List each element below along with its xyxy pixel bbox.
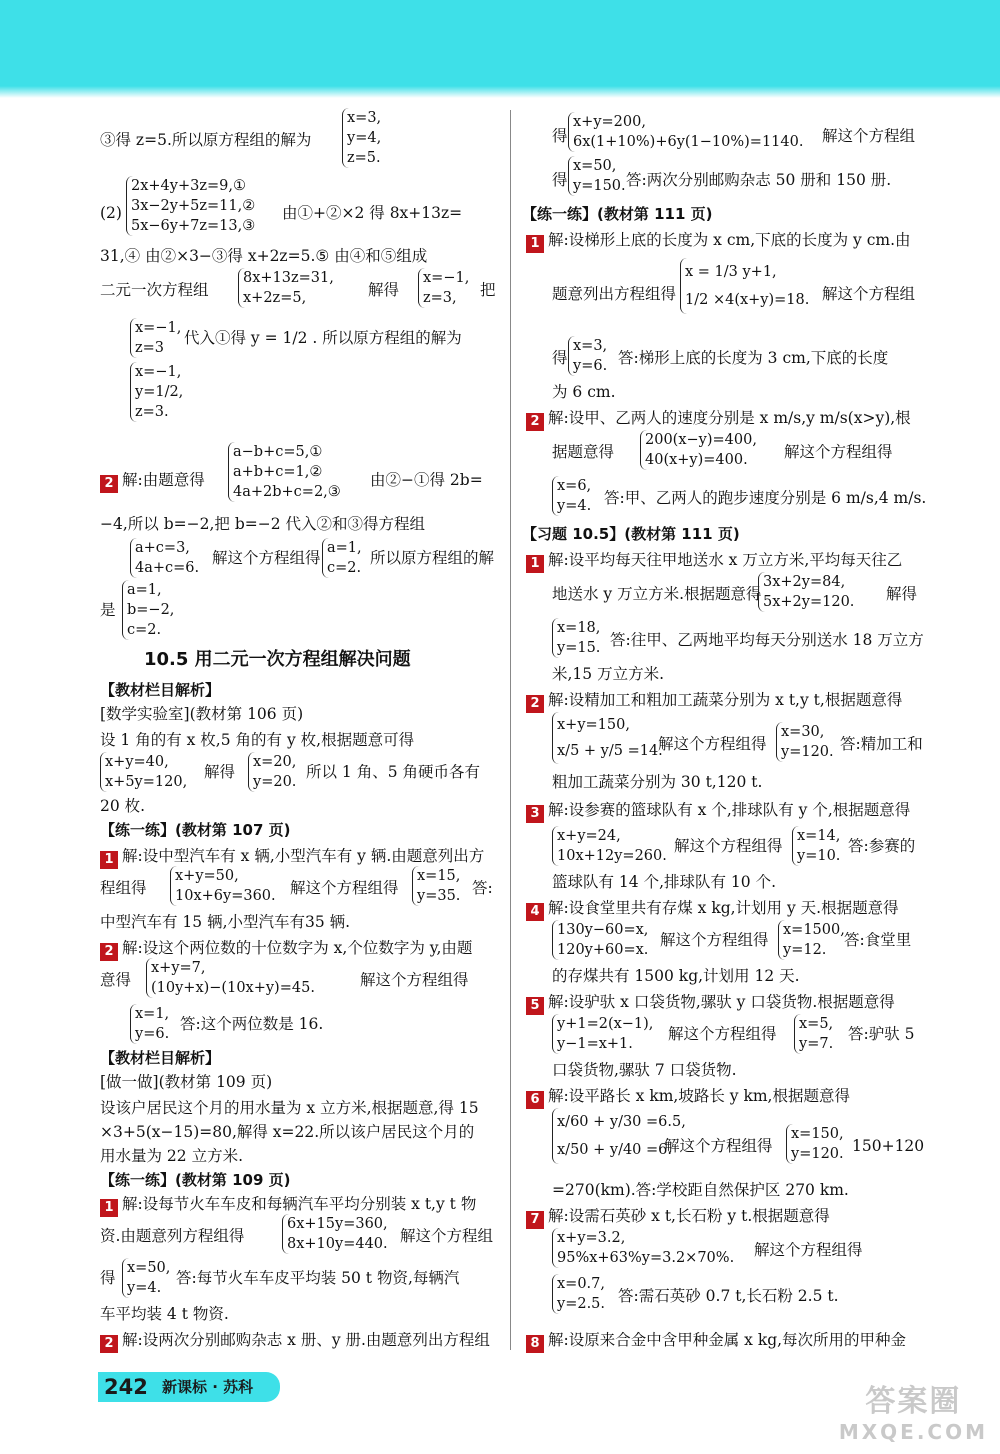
text-line: 解这个方程组得 [754,1241,863,1259]
question-number-marker: 7 [526,1211,544,1229]
question-number-marker: 8 [526,1335,544,1353]
equation-system: x+y=40, x+5y=120, [100,752,187,792]
text-line: 所以 1 角、5 角硬币各有 [306,763,481,781]
text-line: 得 [552,171,568,189]
text-line: 口袋货物,骡驮 7 口袋货物. [552,1061,737,1079]
question-line: 6 解:设平路长 x km,坡路长 y km,根据题意得 [526,1086,850,1109]
equation-system: x+y=200, 6x(1+10%)+6y(1−10%)=1140. [568,112,803,152]
equation-system: a=1, c=2. [322,538,362,578]
question-number-marker: 1 [526,555,544,573]
question-line: 7 解:设需石英砂 x t,长石粉 y t.根据题意得 [526,1206,830,1229]
equation-system: x=15, y=35. [412,866,460,906]
text-line: 由①+②×2 得 8x+13z= [282,204,463,222]
question-line: 5 解:设驴驮 x 口袋货物,骡驮 y 口袋货物.根据题意得 [526,992,895,1015]
question-line: 2 解:设甲、乙两人的速度分别是 x m/s,y m/s(x>y),根 [526,408,911,431]
question-line: 2 解:设两次分别邮购杂志 x 册、y 册.由题意列出方程组 [100,1330,490,1353]
text-line: 资.由题意列方程组得 [100,1227,245,1245]
equation-system: x+y=3.2, 95%x+63%y=3.2×70%. [552,1228,734,1268]
equation-system: 200(x−y)=400, 40(x+y)=400. [640,430,757,470]
equation-system: x=20, y=20. [248,752,296,792]
text-line: 解这个方程组得 [360,971,469,989]
equation-system: a+c=3, 4a+c=6. [130,538,199,578]
question-line: 2 解:设精加工和粗加工蔬菜分别为 x t,y t,根据题意得 [526,690,902,713]
text-line: 中型汽车有 15 辆,小型汽车有35 辆. [100,913,351,931]
text-line: 设该户居民这个月的用水量为 x 立方米,根据题意,得 15 [100,1099,479,1117]
text-line: 答: [472,879,493,897]
question-number-marker: 6 [526,1091,544,1109]
question-line: 2 解:由题意得 [100,470,205,493]
equation-system: a−b+c=5,① a+b+c=1,② 4a+2b+c=2,③ [228,442,341,502]
question-number-marker: 5 [526,997,544,1015]
text-line: 为 6 cm. [552,383,616,401]
text-line: 答:驴驮 5 [848,1025,915,1043]
equation-system: x=6, y=4. [552,476,591,516]
equation-system: x+y=50, 10x+6y=360. [170,866,276,906]
text-line: 得 [552,127,568,145]
question-number-marker: 2 [100,1335,118,1353]
question-number-marker: 3 [526,805,544,823]
text-line: 由②−①得 2b= [370,471,483,489]
text-line [100,130,311,150]
text-line: 解这个方程组得 [660,931,769,949]
watermark-logo [839,1376,988,1444]
text-line: 篮球队有 14 个,排球队有 10 个. [552,873,777,891]
section-title: 10.5 用二元一次方程组解决问题 [144,649,411,670]
watermark-text: 答案圈 [865,1384,962,1419]
text-line: 用水量为 22 立方米. [100,1147,244,1165]
text-line: 答:参赛的 [848,837,916,855]
equation-system: a=1, b=−2, c=2. [122,580,174,640]
equation-system: 8x+13z=31, x+2z=5, [238,268,334,308]
text-line: 答:食堂里 [844,931,912,949]
text-line: 答:精加工和 [840,735,923,753]
question-line: 1 解:设平均每天往甲地送水 x 万立方米,平均每天往乙 [526,550,902,573]
text-line: 解这个方程组 [822,285,916,303]
subsection-heading: [做一做](教材第 109 页) [100,1073,273,1091]
equation-system: 6x+15y=360, 8x+10y=440. [282,1214,388,1254]
text-line: 20 枚. [100,797,146,815]
section-heading: 【教材栏目解析】 [100,681,221,699]
text-line: 据题意得 [552,443,615,461]
equation-system: x=5, y=7. [794,1014,833,1054]
equation-system: 130y−60=x, 120y+60=x. [552,920,648,960]
section-heading: 【习题 10.5】(教材第 111 页) [522,525,740,543]
text-line: =270(km).答:学校距自然保护区 270 km. [552,1181,849,1199]
text-line: 答:两次分别邮购杂志 50 册和 150 册. [626,171,892,189]
question-line: 3 解:设参赛的篮球队有 x 个,排球队有 y 个,根据题意得 [526,800,910,823]
text-line: (2) [100,204,122,222]
text-line: 二元一次方程组 [100,281,209,299]
text-line: 把 [480,281,496,299]
equation-system: x=1, y=6. [130,1004,169,1044]
equation-system: x=−1, y=1/2, z=3. [130,362,183,422]
question-number-marker: 1 [526,235,544,253]
equation-system: x=1500, y=12. [778,920,845,960]
equation-system: x+y=24, 10x+12y=260. [552,826,667,866]
question-line: 1 解:设中型汽车有 x 辆,小型汽车有 y 辆.由题意列出方 [100,846,484,869]
text-line: 解这个方程组得 [668,1025,777,1043]
text-line: 答:需石英砂 0.7 t,长石粉 2.5 t. [618,1287,839,1305]
text-line: 解得 [886,585,918,603]
equation-system: x=18, y=15. [552,618,600,658]
subsection-heading: [数学实验室](教材第 106 页) [100,705,304,723]
question-number-marker: 2 [526,695,544,713]
equation-system: x=150, y=120. [786,1124,844,1164]
text-line: 设 1 角的有 x 枚,5 角的有 y 枚,根据题意可得 [100,731,415,749]
text-line: 答:往甲、乙两地平均每天分别送水 18 万立方 [610,631,924,649]
text-line: 程组得 [100,879,147,897]
text-line: 是 [100,601,116,619]
question-line: 1 解:设梯形上底的长度为 x cm,下底的长度为 y cm.由 [526,230,911,253]
question-line: 2 解:设这个两位数的十位数字为 x,个位数字为 y,由题 [100,938,472,961]
equation-system: x+y=7, (10y+x)−(10x+y)=45. [146,958,315,998]
question-number-marker: 1 [100,851,118,869]
equation-system: 2x+4y+3z=9,① 3x−2y+5z=11,② 5x−6y+7z=13,③ [126,176,255,236]
question-number-marker: 2 [100,943,118,961]
text-line: 粗加工蔬菜分别为 30 t,120 t. [552,773,763,791]
text-line: 代入①得 y = 1/2 . 所以原方程组的解为 [184,329,462,347]
text-line: 31,④ 由②×3−③得 x+2z=5.⑤ 由④和⑤组成 [100,247,428,265]
equation-system: x=−1, z=3 [130,318,181,358]
equation-system: x=3, y=4, z=5. [342,108,381,168]
text-line: 车平均装 4 t 物资. [100,1305,229,1323]
text-line: −4,所以 b=−2,把 b=−2 代入②和③得方程组 [100,515,426,533]
section-heading: 【练一练】(教材第 107 页) [100,821,291,839]
text-line: 答:这个两位数是 16. [180,1015,324,1033]
text-line: 解这个方程组得 [784,443,893,461]
text-line: 150+120 [852,1137,925,1155]
text-line: 解得 [204,763,236,781]
watermark-url: MXQE.COM [838,1420,988,1444]
question-number-marker: 1 [100,1199,118,1217]
question-line: 8 解:设原来合金中含甲种金属 x kg,每次所用的甲种金 [526,1330,906,1353]
equation-system: x=30, y=120. [776,722,834,762]
text-line: 的存煤共有 1500 kg,计划用 12 天. [552,967,800,985]
equation-system: x=−1, z=3, [418,268,469,308]
text-line: 解这个方程组 [822,127,916,145]
text-line: 解这个方程组得 [212,549,321,567]
equation-system: x+y=150, x/5 + y/5 =14. [552,712,663,764]
equation-system: 3x+2y=84, 5x+2y=120. [758,572,854,612]
question-number-marker: 2 [100,475,118,493]
section-heading: 【练一练】(教材第 109 页) [100,1171,291,1189]
equation-system: y+1=2(x−1), y−1=x+1. [552,1014,653,1054]
column-divider [510,110,511,1350]
text-line: 解这个方程组得 [290,879,399,897]
header-band [0,0,1000,98]
equation-system: x/60 + y/30 =6.5, x/50 + y/40 =6. [552,1108,686,1164]
text-line: 地送水 y 万立方米.根据题意得 [552,585,762,603]
text-line: ×3+5(x−15)=80,解得 x=22.所以该户居民这个月的 [100,1123,475,1141]
text-line: 米,15 万立方米. [552,665,665,683]
section-heading: 【练一练】(教材第 111 页) [522,205,713,223]
text-line: 答:梯形上底的长度为 3 cm,下底的长度 [618,349,889,367]
text-line: 解这个方程组得 [658,735,767,753]
question-line: 1 解:设每节火车车皮和每辆汽车平均分别装 x t,y t 物 [100,1194,476,1217]
equation-system: x = 1/3 y+1, 1/2 ×4(x+y)=18. [680,258,809,314]
text: ③得 z=5.所以原方程组的解为 [100,131,312,149]
text-line: 答:每节火车车皮平均装 50 t 物资,每辆汽 [176,1269,460,1287]
text-line: 解这个方程组得 [674,837,783,855]
text-line: 解这个方程组得 [664,1137,773,1155]
equation-system: x=50, y=4. [122,1258,170,1298]
equation-system: x=3, y=6. [568,336,607,376]
equation-system: x=14, y=10. [792,826,840,866]
series-label: 新课标 · 苏科 [162,1378,254,1396]
text-line: 所以原方程组的解 [370,549,495,567]
text-line: 答:甲、乙两人的跑步速度分别是 6 m/s,4 m/s. [604,489,927,507]
text-line: 得 [100,1269,116,1287]
text-line: 得 [552,349,568,367]
text-line: 题意列出方程组得 [552,285,677,303]
text-line: 解得 [368,281,400,299]
text-line: 意得 [100,971,132,989]
equation-system: x=0.7, y=2.5. [552,1274,605,1314]
equation-system: x=50, y=150. [568,156,626,196]
question-number-marker: 4 [526,903,544,921]
question-number-marker: 2 [526,413,544,431]
text-line: 解这个方程组 [400,1227,494,1245]
section-heading: 【教材栏目解析】 [100,1049,221,1067]
question-line: 4 解:设食堂里共有存煤 x kg,计划用 y 天.根据题意得 [526,898,899,921]
page-number: 242 [104,1375,148,1399]
